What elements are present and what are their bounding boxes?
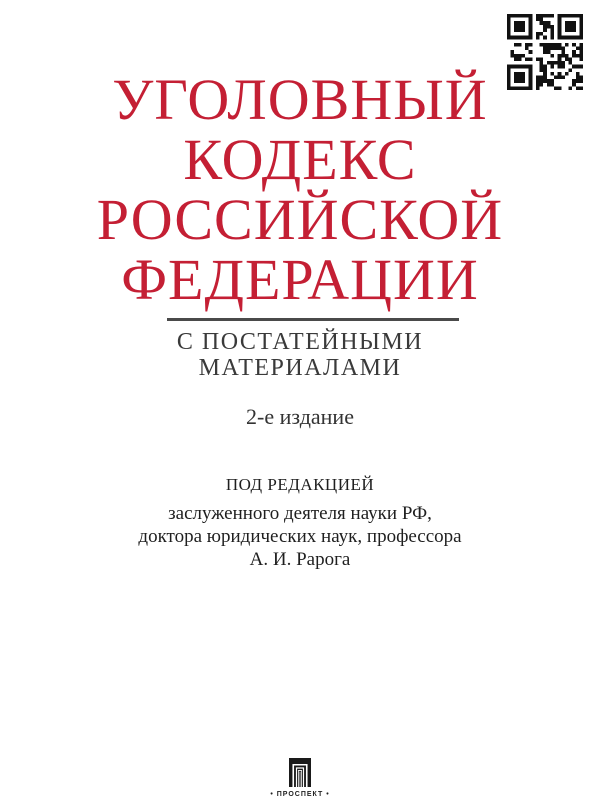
- editor-line-2: доктора юридических наук, профессора: [138, 526, 462, 547]
- title-line-2: КОДЕКС: [183, 127, 417, 192]
- book-subtitle: [0, 329, 600, 381]
- publisher-name: • ПРОСПЕКТ •: [270, 791, 330, 798]
- editor-line-3: А. И. Рарога: [249, 549, 351, 570]
- title-line-4: ФЕДЕРАЦИИ: [121, 247, 479, 312]
- title-line-3: РОССИЙСКОЙ: [96, 187, 504, 252]
- title-divider: [167, 318, 459, 321]
- subtitle-line-1: С ПОСТАТЕЙНЫМИ: [176, 329, 424, 355]
- prospekt-logo-icon: [289, 758, 311, 790]
- subtitle-line-2: МАТЕРИАЛАМИ: [198, 355, 402, 381]
- editors-block: [0, 475, 600, 571]
- editor-heading: ПОД РЕДАКЦИЕЙ: [225, 475, 375, 494]
- publisher-block: [0, 758, 600, 798]
- book-title: [0, 67, 600, 312]
- editor-line-1: заслуженного деятеля науки РФ,: [168, 503, 432, 524]
- title-line-1: УГОЛОВНЫЙ: [112, 67, 488, 132]
- edition-label: 2-е издание: [246, 404, 354, 429]
